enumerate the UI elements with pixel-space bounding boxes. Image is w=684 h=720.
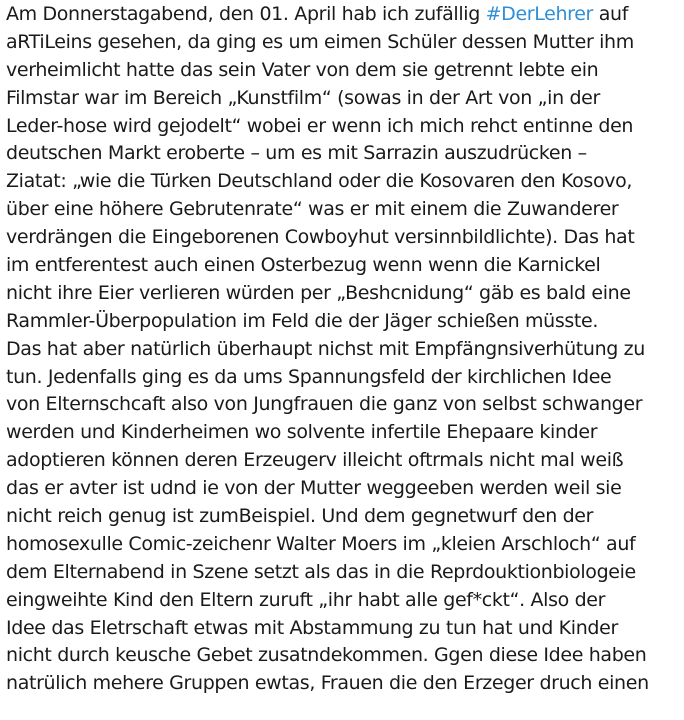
text-segment: auf: [593, 3, 629, 25]
text-line: verdrängen die Eingeborenen Cowboyhut versinnbildlichte). Das hat: [6, 226, 635, 249]
text-line: im entferentest auch einen Osterbezug wenn wenn die Karnickel: [6, 254, 601, 277]
text-line: nicht durch keusche Gebet zusatndekommen. Ggen diese Idee haben: [6, 644, 647, 667]
text-line: [6, 1, 684, 29]
text-line: Idee das Eletrschaft etwas mit Abstammung zu tun hat und Kinder: [6, 616, 618, 639]
text-segment: Am Donnerstagabend, den 01. April hab ich zufällig: [6, 3, 486, 25]
text-line: eingweihte Kind den Eltern zuruft „ihr habt alle gef*ckt“. Also der: [6, 588, 606, 611]
text-line: Ziatat: „wie die Türken Deutschland oder die Kosovaren den Kosovo,: [6, 170, 633, 193]
text-line: über eine höhere Gebrutenrate“ was er mit einem die Zuwanderer: [6, 198, 619, 221]
text-line: tun. Jedenfalls ging es da ums Spannungsfeld der kirchlichen Idee: [6, 365, 612, 388]
text-line: werden und Kinderheimen wo solvente infertile Ehepaare kinder: [6, 421, 598, 444]
document-body: [6, 1, 684, 698]
text-line: von Elternschcaft also von Jungfrauen die ganz von selbst schwanger: [6, 393, 643, 416]
text-line: das er avter ist udnd ie von der Mutter weggeeben werden weil sie: [6, 477, 622, 500]
hashtag-link[interactable]: #DerLehrer: [485, 3, 594, 25]
text-line: deutschen Markt eroberte – um es mit Sarrazin auszudrücken –: [6, 142, 587, 165]
text-line: dem Elternabend in Szene setzt als das in die Reprdouktionbiologeie: [6, 560, 636, 583]
text-line: natrülich mehere Gruppen ewtas, Frauen die den Erzeger druch einen: [6, 672, 649, 695]
text-line: verheimlicht hatte das sein Vater von dem sie getrennt lebte ein: [6, 58, 599, 81]
text-line: aRTiLeins gesehen, da ging es um eimen Schüler dessen Mutter ihm: [6, 30, 634, 53]
text-line: Leder-hose wird gejodelt“ wobei er wenn ich mich rehct entinne den: [6, 114, 634, 137]
text-line: Das hat aber natürlich überhaupt nichst mit Empfängnsiverhütung zu: [6, 337, 645, 360]
text-line: Filmstar war im Bereich „Kunstfilm“ (sowas in der Art von „in der: [6, 86, 600, 109]
text-line: adoptieren können deren Erzeugerv illeicht oftrmals nicht mal weiß: [6, 449, 624, 472]
text-line: Rammler-Überpopulation im Feld die der Jäger schießen müsste.: [6, 309, 599, 332]
text-line: homosexulle Comic-zeichenr Walter Moers im „kleien Arschloch“ auf: [6, 532, 636, 555]
text-line: nicht ihre Eier verlieren würden per „Beshcnidung“ gäb es bald eine: [6, 281, 631, 304]
text-line: nicht reich genug ist zumBeispiel. Und dem gegnetwurf den der: [6, 505, 594, 528]
